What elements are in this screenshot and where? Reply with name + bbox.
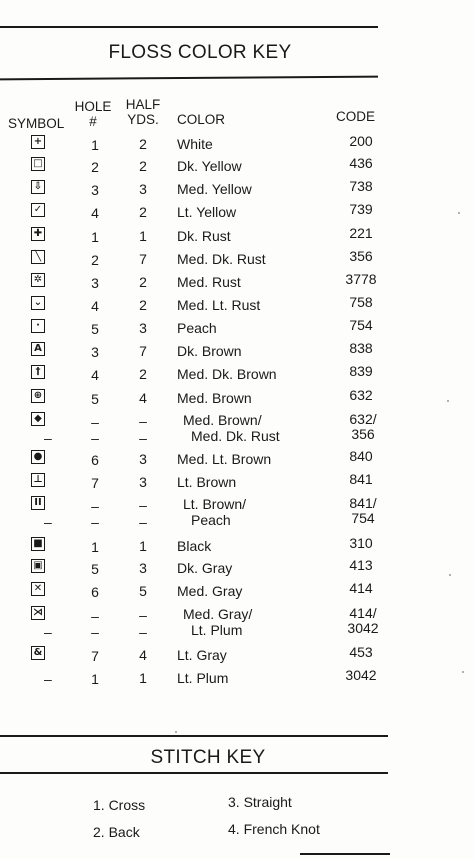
half-yards: 5 [139, 583, 147, 599]
color-name-line2: Peach [191, 512, 231, 528]
floss-code: 3042 [345, 667, 377, 683]
header-color: COLOR [177, 112, 226, 127]
scan-speck [449, 574, 451, 576]
half-yards: 3 [139, 320, 147, 336]
half-yards: 4 [139, 647, 147, 663]
hole-count: 1 [91, 229, 99, 245]
section-divider-rule [0, 735, 388, 737]
half-yards: 3 [139, 560, 147, 576]
color-name: Med. Gray [177, 583, 243, 599]
hole-count: 1 [91, 539, 99, 555]
symbol-continuation-dash: – [44, 514, 52, 530]
color-name: Med. Lt. Brown [177, 451, 272, 467]
hole-count: 2 [91, 159, 99, 175]
color-name: Dk. Brown [177, 343, 242, 359]
floss-code: 310 [349, 535, 373, 551]
title-rule [0, 76, 378, 81]
color-name: Lt. Yellow [177, 204, 237, 220]
color-name: Med. Dk. Brown [177, 366, 277, 382]
floss-code: 453 [349, 644, 373, 660]
floss-code: 200 [349, 133, 373, 149]
symbol-continuation-dash: – [44, 624, 52, 640]
row-symbol-icon: · [31, 319, 45, 333]
floss-code: 221 [349, 225, 373, 241]
floss-code: 413 [349, 557, 373, 573]
hole-continuation: – [91, 624, 99, 640]
header-symbol: SYMBOL [8, 116, 65, 131]
header-half-line1: HALF [125, 97, 161, 112]
color-name: Med. Dk. Rust [177, 251, 266, 267]
floss-code: 840 [349, 448, 373, 464]
floss-code-line2: 3042 [347, 620, 379, 636]
half-yards: 2 [139, 204, 147, 220]
row-symbol-icon: † [31, 365, 45, 379]
hole-count: 1 [91, 671, 99, 687]
header-code: CODE [336, 109, 376, 124]
header-half-line2: YDS. [127, 112, 159, 127]
half-yards: 1 [139, 670, 147, 686]
row-symbol-icon: ⋊ [33, 607, 43, 618]
scan-speck [447, 400, 449, 402]
scan-speck [175, 731, 177, 733]
stitch-item-straight: 3. Straight [228, 794, 292, 810]
row-symbol-icon: ⊕ [31, 389, 45, 403]
row-symbol-icon: + [31, 135, 45, 149]
row-symbol-icon: A [31, 342, 45, 356]
floss-code: 839 [349, 363, 373, 379]
floss-code: 838 [349, 340, 373, 356]
color-name: Med. Yellow [177, 181, 252, 197]
color-name: Med. Brown/ [183, 412, 262, 428]
row-symbol-icon: II [31, 496, 45, 510]
hole-count: 4 [91, 205, 99, 221]
floss-code: 632/ [349, 411, 377, 427]
floss-code: 841 [349, 471, 373, 487]
half-yards: 7 [139, 343, 147, 359]
yds-continuation: – [139, 514, 147, 530]
row-symbol-icon: ⊥ [31, 473, 45, 487]
hole-count: 7 [91, 648, 99, 664]
color-name: Lt. Brown/ [183, 496, 247, 512]
half-yards: 1 [139, 228, 147, 244]
row-symbol-icon: ◆ [31, 412, 45, 426]
color-name: Med. Brown [177, 390, 252, 406]
half-yards: 3 [139, 181, 147, 197]
stitch-item-french-knot: 4. French Knot [228, 821, 320, 837]
half-yards: – [139, 607, 147, 623]
row-symbol-icon: ✚ [31, 227, 45, 241]
stitch-item-back: 2. Back [93, 824, 140, 840]
hole-count: 3 [91, 182, 99, 198]
half-yards: – [139, 413, 147, 429]
floss-code-line2: 356 [351, 426, 375, 442]
color-name: Dk. Gray [177, 560, 233, 576]
stitch-item-cross: 1. Cross [93, 797, 146, 813]
color-name: Med. Gray/ [183, 606, 253, 622]
hole-count: 4 [91, 298, 99, 314]
hole-count: 4 [91, 367, 99, 383]
yds-continuation: – [139, 430, 147, 446]
half-yards: 2 [139, 136, 147, 152]
color-name: Med. Rust [177, 274, 241, 290]
row-symbol-icon: ⇩ [31, 180, 45, 194]
row-symbol-icon: ▣ [31, 559, 45, 573]
floss-code: 841/ [349, 495, 377, 511]
header-hole-line1: HOLE [74, 99, 112, 114]
color-name: Lt. Gray [177, 647, 227, 663]
half-yards: 7 [139, 251, 147, 267]
hole-count: 3 [91, 275, 99, 291]
symbol-continuation-dash: – [44, 430, 52, 446]
floss-code: 414 [349, 580, 373, 596]
header-half-yds [121, 97, 165, 127]
hole-count: – [91, 608, 99, 624]
hole-count: 1 [91, 137, 99, 153]
color-name: Lt. Brown [177, 474, 237, 490]
hole-count: 2 [91, 252, 99, 268]
row-symbol-icon: ■ [31, 537, 45, 551]
half-yards: 2 [139, 274, 147, 290]
color-name: White [177, 136, 213, 152]
header-hole-line2: # [89, 114, 97, 129]
half-yards: – [139, 497, 147, 513]
floss-code-line2: 754 [351, 510, 375, 526]
color-name-line2: Lt. Plum [191, 622, 243, 638]
bottom-rule [300, 853, 390, 855]
color-name: Black [177, 538, 212, 554]
scan-speck [458, 212, 460, 214]
floss-code: 356 [349, 248, 373, 264]
hole-count: 5 [91, 561, 99, 577]
floss-code: 739 [349, 201, 373, 217]
floss-code: 414/ [349, 605, 377, 621]
half-yards: 2 [139, 158, 147, 174]
floss-code: 436 [349, 155, 373, 171]
row-symbol-icon: ✲ [31, 273, 45, 287]
floss-code: 632 [349, 387, 373, 403]
color-name: Dk. Rust [177, 228, 231, 244]
yds-continuation: – [139, 624, 147, 640]
row-symbol-icon: ● [31, 450, 45, 464]
half-yards: 3 [139, 451, 147, 467]
color-name: Dk. Yellow [177, 158, 242, 174]
floss-code: 738 [349, 178, 373, 194]
color-name: Peach [177, 320, 217, 336]
hole-count: 5 [91, 391, 99, 407]
row-symbol-icon: ╲ [31, 250, 45, 264]
floss-code: 754 [349, 317, 373, 333]
hole-count: 7 [91, 475, 99, 491]
row-symbol-icon: ✕ [31, 582, 45, 596]
half-yards: 4 [139, 390, 147, 406]
header-hole [71, 99, 115, 129]
half-yards: 3 [139, 474, 147, 490]
color-name: Lt. Plum [177, 670, 229, 686]
hole-count: 5 [91, 321, 99, 337]
color-name: Med. Lt. Rust [177, 297, 261, 313]
hole-count: – [91, 414, 99, 430]
floss-code: 758 [349, 294, 373, 310]
hole-continuation: – [91, 430, 99, 446]
half-yards: 2 [139, 366, 147, 382]
hole-count: 6 [91, 584, 99, 600]
row-symbol-icon: ⌄ [31, 296, 45, 310]
half-yards: 2 [139, 297, 147, 313]
symbol-dash: – [44, 671, 52, 687]
color-name-line2: Med. Dk. Rust [191, 428, 280, 444]
row-symbol-icon: & [31, 646, 45, 660]
stitch-key-title: STITCH KEY [150, 747, 266, 768]
hole-count: 3 [91, 344, 99, 360]
scan-speck [462, 671, 464, 673]
hole-count: 6 [91, 452, 99, 468]
floss-color-key-title: FLOSS COLOR KEY [108, 42, 292, 63]
stitch-title-rule [0, 772, 388, 774]
hole-continuation: – [91, 514, 99, 530]
row-symbol-icon: ✓ [31, 203, 45, 217]
top-rule [0, 26, 378, 28]
floss-code: 3778 [345, 271, 377, 287]
half-yards: 1 [139, 538, 147, 554]
hole-count: – [91, 498, 99, 514]
row-symbol-icon: □ [31, 157, 45, 171]
